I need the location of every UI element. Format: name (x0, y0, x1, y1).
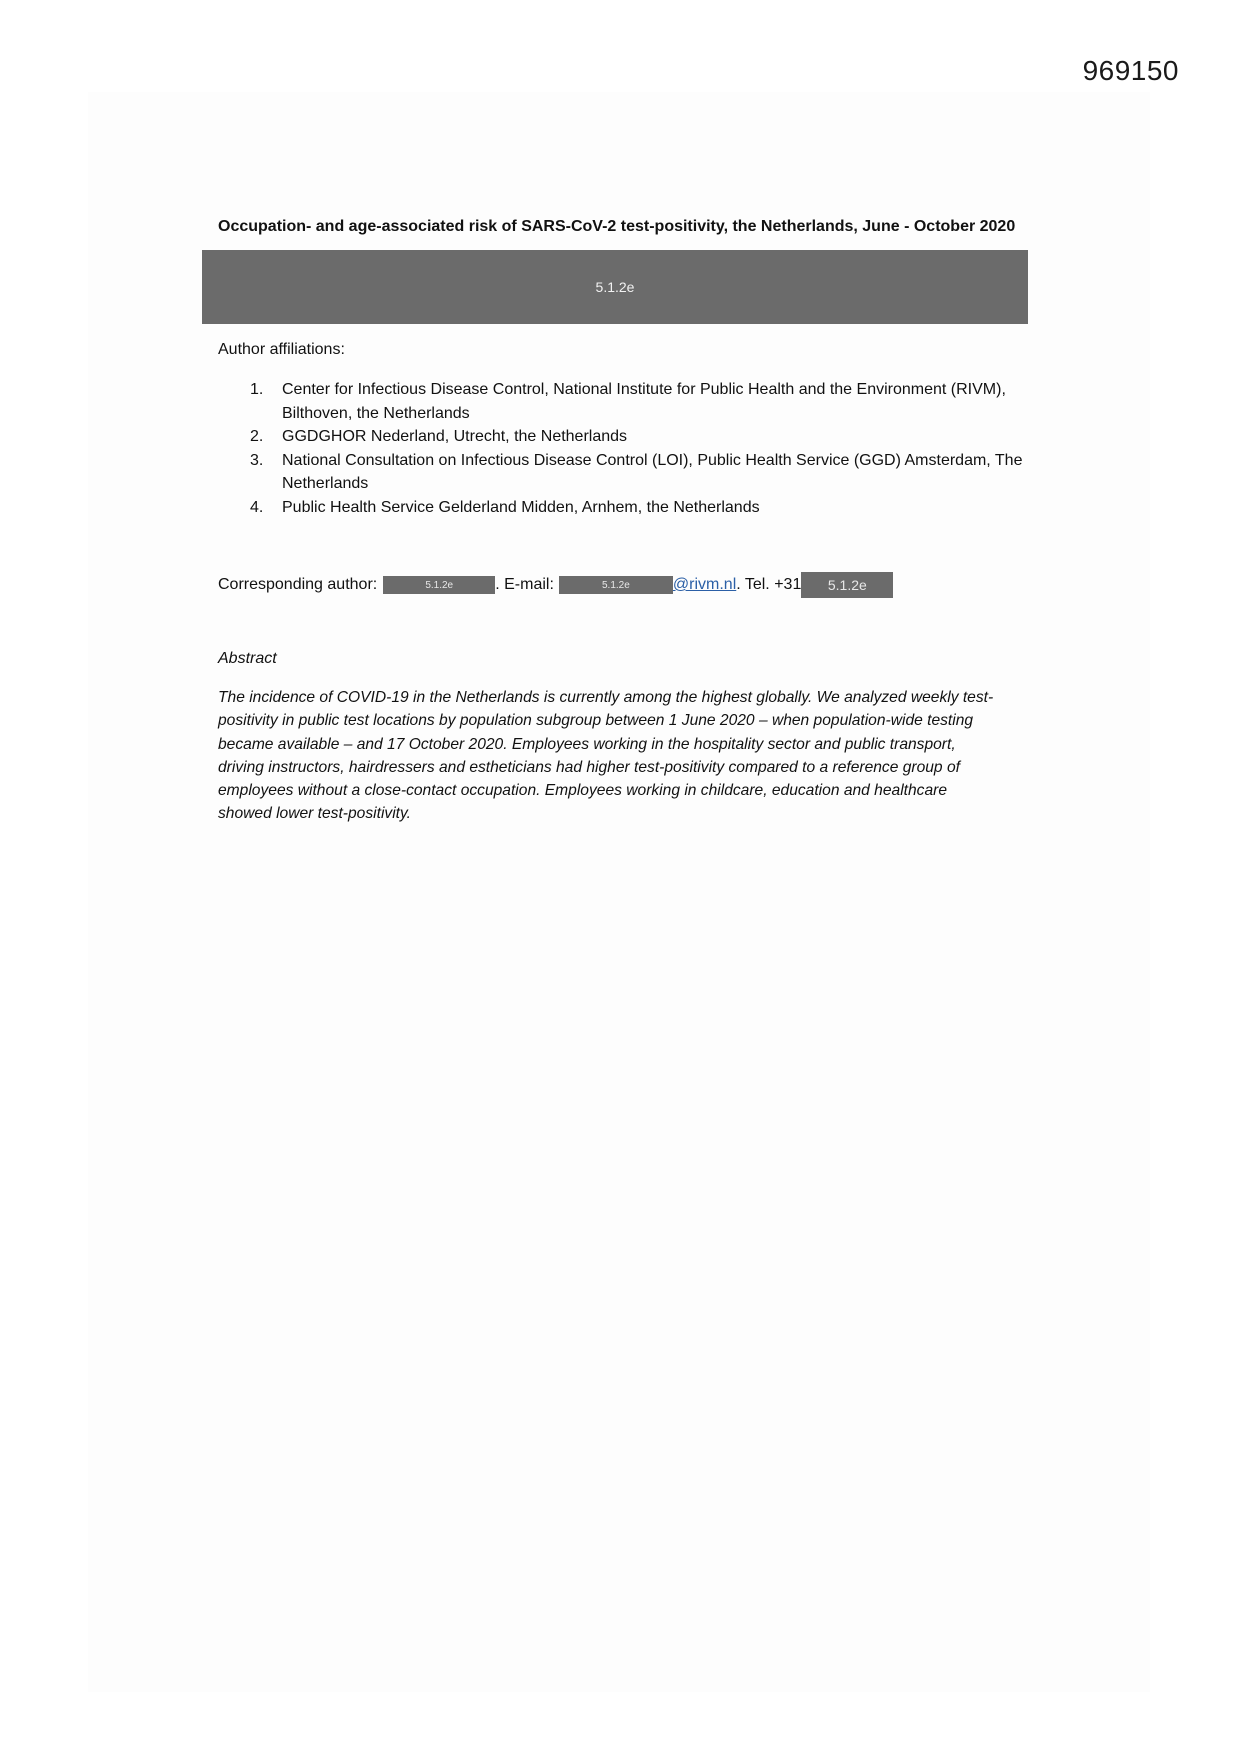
affiliations-heading: Author affiliations: (218, 341, 345, 358)
abstract-line: became available – and 17 October 2020. Employees working in the hospitality sector and public transport, (218, 735, 956, 753)
tel-label: . Tel. +31 (736, 576, 802, 593)
email-label: . E-mail: (495, 576, 554, 593)
affiliation-number: 2. (250, 428, 264, 445)
page-body (88, 92, 1150, 1692)
abstract-line: employees without a close-contact occupation. Employees working in childcare, education and healthcare (218, 782, 947, 800)
affiliation-item (250, 496, 1030, 520)
affiliation-number: 4. (250, 498, 264, 516)
email-redaction: 5.1.2e (559, 576, 673, 594)
affiliation-text: Public Health Service Gelderland Midden, Arnhem, the Netherlands (282, 498, 760, 516)
corresponding-author-line (218, 572, 893, 598)
author-name-redaction: 5.1.2e (383, 576, 495, 594)
redaction-code: 5.1.2e (595, 279, 635, 295)
abstract-line: driving instructors, hairdressers and estheticians had higher test-positivity compared to a reference group of (218, 758, 960, 776)
affiliation-text: GGDGHOR Nederland, Utrecht, the Netherlands (282, 428, 628, 445)
tel-redaction: 5.1.2e (801, 572, 893, 598)
affiliation-text: National Consultation on Infectious Disease Control (LOI), Public Health Service (GGD) Amsterdam, The Netherlands (282, 451, 1023, 492)
affiliation-number: 3. (250, 451, 264, 469)
affiliation-item (250, 449, 1030, 496)
affiliation-item (250, 378, 1030, 425)
abstract-text (218, 686, 1028, 826)
document-number: 969150 (1082, 55, 1179, 86)
article-title: Occupation- and age-associated risk of SARS-CoV-2 test-positivity, the Netherlands, June - October 2020 (218, 218, 1016, 235)
affiliation-number: 1. (250, 381, 264, 398)
affiliation-item (250, 425, 1030, 449)
authors-redaction-block (202, 250, 1028, 324)
abstract-line: The incidence of COVID-19 in the Netherlands is currently among the highest globally. We analyzed weekly test- (218, 689, 994, 706)
abstract-heading: Abstract (218, 650, 277, 667)
corresponding-author-label: Corresponding author: (218, 576, 378, 593)
abstract-line: showed lower test-positivity. (218, 805, 411, 823)
affiliation-text: Center for Infectious Disease Control, National Institute for Public Health and the Environment (RIVM), Bilthoven, the Netherlands (282, 381, 1006, 422)
affiliations-list (250, 378, 1030, 519)
abstract-line: positivity in public test locations by population subgroup between 1 June 2020 – when population-wide testing (218, 712, 974, 730)
email-domain-link[interactable]: @rivm.nl (672, 576, 737, 593)
